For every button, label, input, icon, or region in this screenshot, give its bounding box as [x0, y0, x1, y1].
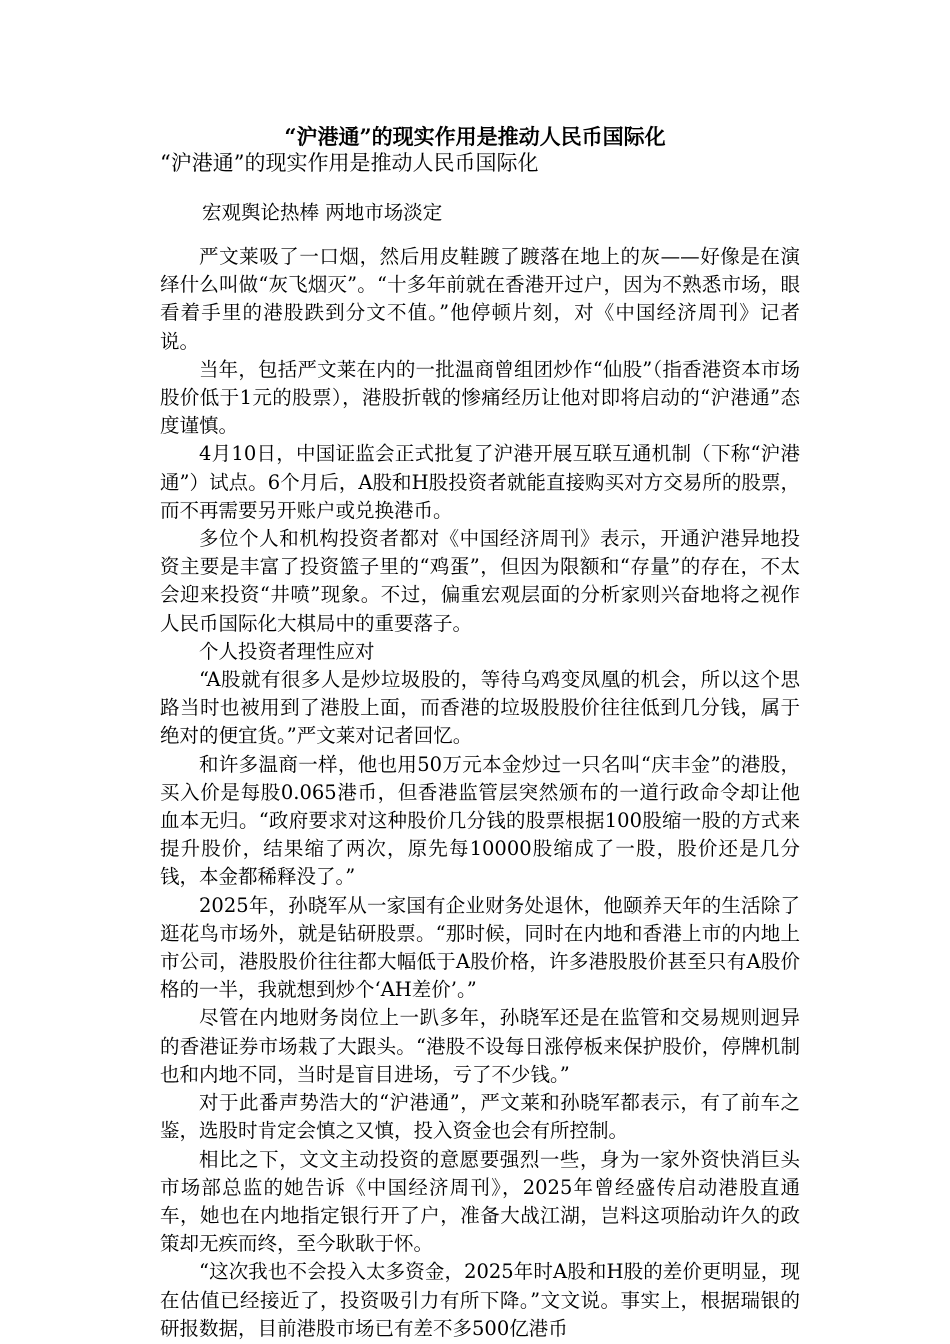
paragraph: 和许多温商一样，他也用50万元本金炒过一只名叫“庆丰金”的港股，买入价是每股0.065港币，但香港监管层突然颁布的一道行政命令却让他血本无归。“政府要求对这种股价几分钱的股票根据100股缩一股的方式来提升股价，结果缩了两次，原先每10000股缩成了一股，股价还是几分钱，本金都稀释没了。” [160, 752, 800, 889]
article-body [160, 243, 800, 1343]
section-heading: 宏观舆论热棒 两地市场淡定 [202, 201, 443, 224]
paragraph: “这次我也不会投入太多资金，2025年时A股和H股的差价更明显，现在估值已经接近了，投资吸引力有所下降。”文文说。事实上，根据瑞银的研报数据，目前港股市场已有差不多500亿港币 [160, 1260, 800, 1340]
paragraph: 严文莱吸了一口烟，然后用皮鞋踱了踱落在地上的灰——好像是在演绎什么叫做“灰飞烟灭”。“十多年前就在香港开过户，因为不熟悉市场，眼看着手里的港股跌到分文不值。”他停顿片刻，对《中国经济周刊》记者说。 [160, 245, 800, 353]
paragraph: 相比之下，文文主动投资的意愿要强烈一些，身为一家外资快消巨头市场部总监的她告诉《中国经济周刊》，2025年曾经盛传启动港股直通车，她也在内地指定银行开了户，准备大战江湖，岂料这项胎动许久的政策却无疾而终，至今耿耿于怀。 [160, 1147, 800, 1256]
paragraph: 4月10日，中国证监会正式批复了沪港开展互联互通机制（下称“沪港通”）试点。6个月后，A股和H股投资者就能直接购买对方交易所的股票，而不再需要另开账户或兑换港币。 [160, 442, 800, 522]
document-title: “沪港通”的现实作用是推动人民币国际化 [284, 124, 666, 149]
subheading: 个人投资者理性应对 [199, 639, 375, 663]
paragraph: 尽管在内地财务岗位上一趴多年，孙晓军还是在监管和交易规则迥异的香港证券市场栽了大跟头。“港股不设每日涨停板来保护股价，停牌机制也和内地不同，当时是盲目进场，亏了不少钱。” [160, 1006, 800, 1086]
document-subtitle: “沪港通”的现实作用是推动人民币国际化 [160, 151, 539, 175]
paragraph: 对于此番声势浩大的“沪港通”，严文莱和孙晓军都表示，有了前车之鉴，选股时肯定会慎之又慎，投入资金也会有所控制。 [160, 1091, 800, 1143]
paragraph: 当年，包括严文莱在内的一批温商曾组团炒作“仙股”（指香港资本市场股价低于1元的股票），港股折戟的惨痛经历让他对即将启动的“沪港通”态度谨慎。 [160, 357, 800, 438]
paragraph: 2025年，孙晓军从一家国有企业财务处退休，他颐养天年的生活除了逛花鸟市场外，就是钻研股票。“那时候，同时在内地和香港上市的内地上市公司，港股股价往往都大幅低于A股价格，许多港股股价甚至只有A股价格的一半，我就想到炒个‘AH差价’。” [160, 893, 800, 1002]
paragraph: “A股就有很多人是炒垃圾股的，等待乌鸡变凤凰的机会，所以这个思路当时也被用到了港股上面，而香港的垃圾股股价往往低到几分钱，属于绝对的便宜货。”严文莱对记者回忆。 [160, 668, 800, 748]
paragraph: 多位个人和机构投资者都对《中国经济周刊》表示，开通沪港异地投资主要是丰富了投资篮子里的“鸡蛋”，但因为限额和“存量”的存在，不太会迎来投资“井喷”现象。不过，偏重宏观层面的分析家则兴奋地将之视作人民币国际化大棋局中的重要落子。 [160, 527, 800, 635]
